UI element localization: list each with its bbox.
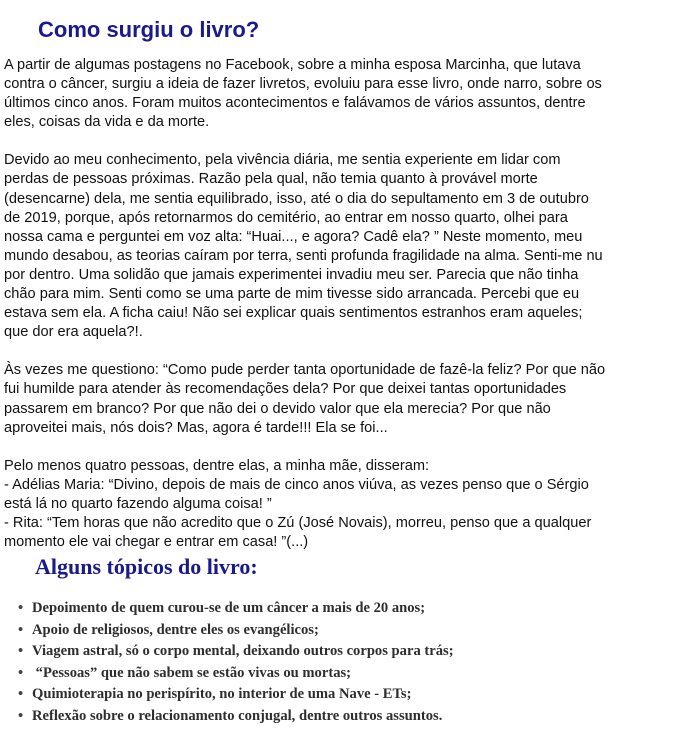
text-line: - Rita: “Tem horas que não acredito que o Zú (José Novais), morreu, penso que a qualquer bbox=[4, 514, 592, 531]
topic-text: Quimioterapia no perispírito, no interior de uma Nave - ETs; bbox=[32, 686, 412, 703]
topic-text: Depoimento de quem curou-se de um câncer a mais de 20 anos; bbox=[32, 600, 426, 616]
text-line: Pelo menos quatro pessoas, dentre elas, a minha mãe, disseram: bbox=[4, 457, 430, 474]
section-title-topics: Alguns tópicos do livro: bbox=[35, 554, 258, 579]
text-line: fui humilde para atender às recomendações dela? Por que deixei tantas oportunidades bbox=[4, 381, 567, 398]
list-item bbox=[18, 684, 454, 706]
list-item bbox=[18, 620, 454, 642]
text-line: está lá no quarto fazendo alguma coisa! ” bbox=[4, 495, 272, 512]
paragraph-testimonies bbox=[4, 457, 696, 552]
topics-list bbox=[18, 598, 454, 728]
text-line: - Adélias Maria: “Divino, depois de mais de cinco anos viúva, as vezes penso que o Sérgio bbox=[4, 476, 589, 493]
text-line: nossa cama e perguntei em voz alta: “Huai..., e agora? Cadê ela? ” Neste momento, meu bbox=[4, 228, 583, 245]
list-item bbox=[18, 706, 454, 728]
text-line: mundo desabou, as teorias caíram por terra, senti profunda fragilidade na alma. Senti-me nu bbox=[4, 247, 603, 264]
topic-text: Reflexão sobre o relacionamento conjugal, dentre outros assuntos. bbox=[32, 707, 443, 724]
list-item bbox=[18, 641, 454, 663]
list-item bbox=[18, 663, 454, 685]
topic-text: “Pessoas” que não sabem se estão vivas ou mortas; bbox=[32, 664, 352, 681]
bullet-icon: • bbox=[18, 621, 24, 638]
text-line: chão para mim. Senti como se uma parte de mim tivesse sido arrancada. Percebi que eu bbox=[4, 286, 580, 303]
text-line: A partir de algumas postagens no Facebook, sobre a minha esposa Marcinha, que lutava bbox=[4, 57, 581, 73]
bullet-icon: • bbox=[18, 707, 24, 724]
text-line: aproveitei mais, nós dois? Mas, agora é tarde!!! Ela se foi... bbox=[4, 419, 388, 436]
text-line: eles, coisas da vida e da morte. bbox=[4, 114, 210, 131]
body-text bbox=[4, 56, 696, 571]
topic-text: Viagem astral, só o corpo mental, deixando outros corpos para trás; bbox=[32, 643, 454, 660]
text-line: passarem em branco? Por que não dei o devido valor que ela merecia? Por que não bbox=[4, 400, 551, 417]
text-line: perdas de pessoas próximas. Razão pela qual, não temia quanto à provável morte bbox=[4, 171, 538, 188]
text-line: de 2019, porque, após retornarmos do cemitério, ao entrar em nosso quarto, olhei para bbox=[4, 209, 568, 226]
paragraph-origin bbox=[4, 56, 696, 132]
bullet-icon: • bbox=[18, 643, 24, 660]
text-line: Às vezes me questiono: “Como pude perder tanta oportunidade de fazê-la feliz? Por que não bbox=[4, 362, 606, 379]
bullet-icon: • bbox=[18, 686, 24, 703]
text-line: (desencarne) dela, me sentia equilibrado, isso, até o dia do sepultamento em 3 de outubro bbox=[4, 190, 589, 207]
text-line: momento ele vai chegar e entrar em casa! ”(...) bbox=[4, 534, 309, 551]
text-line: contra o câncer, surgiu a ideia de fazer livretos, evoluiu para esse livro, onde narro, sobre os bbox=[4, 76, 602, 93]
topic-text: Apoio de religiosos, dentre eles os evangélicos; bbox=[32, 621, 319, 638]
paragraph-loss bbox=[4, 151, 696, 342]
paragraph-questions bbox=[4, 361, 696, 437]
text-line: últimos cinco anos. Foram muitos acontecimentos e falávamos de vários assuntos, dentre bbox=[4, 95, 586, 112]
bullet-icon: • bbox=[18, 600, 24, 616]
list-item bbox=[18, 598, 454, 620]
section-title-origin: Como surgiu o livro? bbox=[38, 17, 260, 42]
text-line: Devido ao meu conhecimento, pela vivência diária, me sentia experiente em lidar com bbox=[4, 152, 561, 169]
bullet-icon: • bbox=[18, 664, 24, 681]
text-line: que dor era aquela?!. bbox=[4, 324, 143, 341]
text-line: estava sem ela. A ficha caiu! Não sei explicar quais sentimentos estranhos eram aqueles; bbox=[4, 305, 583, 322]
text-line: por dentro. Uma solidão que jamais experimentei invadiu meu ser. Parecia que não tinha bbox=[4, 266, 579, 283]
